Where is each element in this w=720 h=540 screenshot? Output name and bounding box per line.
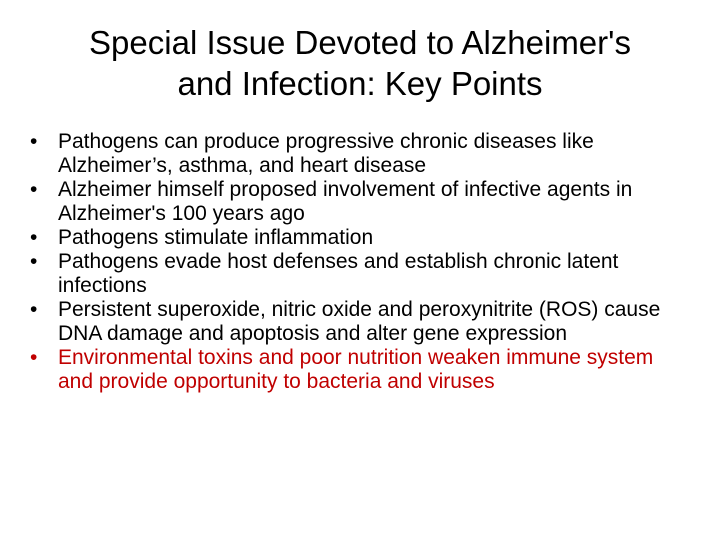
bullet-text: Alzheimer himself proposed involvement of infective agents in Alzheimer's 100 years ago — [58, 178, 633, 225]
bullet-list — [30, 130, 690, 394]
bullet-text: Persistent superoxide, nitric oxide and peroxynitrite (ROS) cause DNA damage and apoptosis and alter gene expression — [58, 298, 661, 345]
bullet-icon: • — [30, 226, 38, 249]
bullet-text: Pathogens stimulate inflammation — [58, 226, 374, 249]
bullet-item-environmental-toxins — [30, 346, 690, 394]
bullet-text: Pathogens evade host defenses and establish chronic latent infections — [58, 250, 619, 297]
bullet-item-alzheimer-proposal — [30, 178, 690, 226]
bullet-text: Environmental toxins and poor nutrition weaken immune system and provide opportunity to bacteria and viruses — [58, 346, 654, 393]
bullet-text: Pathogens can produce progressive chronic diseases like Alzheimer’s, asthma, and heart disease — [58, 130, 594, 177]
bullet-icon: • — [30, 130, 38, 153]
slide-title-line-2: and Infection: Key Points — [177, 65, 543, 102]
bullet-icon: • — [30, 298, 38, 321]
bullet-item-ros-damage — [30, 298, 690, 346]
bullet-item-inflammation — [30, 226, 690, 250]
bullet-icon: • — [30, 346, 38, 369]
bullet-item-host-defenses — [30, 250, 690, 298]
bullet-icon: • — [30, 178, 38, 201]
bullet-item-pathogens-chronic-diseases — [30, 130, 690, 178]
slide-title-line-1: Special Issue Devoted to Alzheimer's — [89, 24, 631, 61]
bullet-icon: • — [30, 250, 38, 273]
slide-title — [40, 22, 680, 104]
